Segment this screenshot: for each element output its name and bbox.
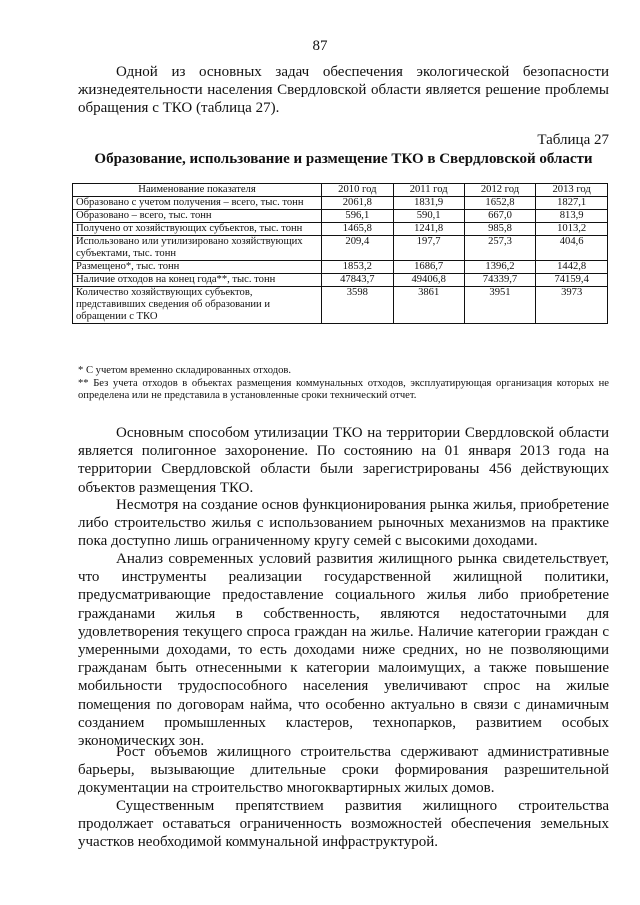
body-paragraph: Рост объемов жилищного строительства сдерживают административные барьеры, вызывающие длительные сроки формирования разрешительной документации на строительство многоквартирных жилых домов. bbox=[78, 744, 609, 797]
header-cell: 2013 год bbox=[536, 184, 608, 197]
value-cell: 197,7 bbox=[393, 236, 464, 261]
value-cell: 596,1 bbox=[322, 210, 394, 223]
value-cell: 209,4 bbox=[322, 236, 394, 261]
value-cell: 1652,8 bbox=[464, 197, 536, 210]
value-cell: 813,9 bbox=[536, 210, 608, 223]
value-cell: 1831,9 bbox=[393, 197, 464, 210]
value-cell: 1827,1 bbox=[536, 197, 608, 210]
value-cell: 49406,8 bbox=[393, 274, 464, 287]
row-label: Количество хозяйствующих субъектов, представивших сведения об образовании и обращении с ТКО bbox=[73, 287, 322, 324]
intro-paragraph: Одной из основных задач обеспечения экологической безопасности жизнедеятельности населения Свердловской области является решение проблемы обращения с ТКО (таблица 27). bbox=[78, 64, 609, 117]
value-cell: 3951 bbox=[464, 287, 536, 324]
value-cell: 257,3 bbox=[464, 236, 536, 261]
table-row bbox=[73, 274, 608, 287]
row-label: Размещено*, тыс. тонн bbox=[73, 261, 322, 274]
value-cell: 985,8 bbox=[464, 223, 536, 236]
value-cell: 1686,7 bbox=[393, 261, 464, 274]
table-row bbox=[73, 197, 608, 210]
value-cell: 667,0 bbox=[464, 210, 536, 223]
value-cell: 1465,8 bbox=[322, 223, 394, 236]
table-row bbox=[73, 223, 608, 236]
value-cell: 1853,2 bbox=[322, 261, 394, 274]
footnote: ** Без учета отходов в объектах размещения коммунальных отходов, эксплуатирующая организация которых не определена или не представила в установленные сроки технический отчет. bbox=[78, 377, 609, 401]
table-label: Таблица 27 bbox=[537, 132, 609, 148]
table-footnotes bbox=[78, 365, 609, 403]
body-paragraph: Несмотря на создание основ функционирования рынка жилья, приобретение либо строительство жилья с использованием рыночных механизмов на практике пока доступно лишь ограниченному кругу семей с высокими доходами. bbox=[78, 497, 609, 550]
value-cell: 1241,8 bbox=[393, 223, 464, 236]
body-paragraph: Основным способом утилизации ТКО на территории Свердловской области является полигонное захоронение. По состоянию на 01 января 2013 года на территории Свердловской области были зарегистрированы 456 действующих объектов размещения ТКО. bbox=[78, 425, 609, 496]
value-cell: 3598 bbox=[322, 287, 394, 324]
row-label: Образовано с учетом получения – всего, тыс. тонн bbox=[73, 197, 322, 210]
page-number: 87 bbox=[312, 38, 328, 54]
value-cell: 74159,4 bbox=[536, 274, 608, 287]
row-label: Образовано – всего, тыс. тонн bbox=[73, 210, 322, 223]
value-cell: 1442,8 bbox=[536, 261, 608, 274]
data-table bbox=[72, 183, 608, 324]
header-cell: Наименование показателя bbox=[73, 184, 322, 197]
footnote: * С учетом временно складированных отходов. bbox=[78, 365, 292, 376]
value-cell: 47843,7 bbox=[322, 274, 394, 287]
table-title: Образование, использование и размещение ТКО в Свердловской области bbox=[94, 151, 593, 167]
header-cell: 2012 год bbox=[464, 184, 536, 197]
row-label: Получено от хозяйствующих субъектов, тыс. тонн bbox=[73, 223, 322, 236]
table-row bbox=[73, 261, 608, 274]
body-paragraph: Анализ современных условий развития жилищного рынка свидетельствует, что инструменты реализации государственной жилищной политики, предусматривающие предоставление социального жилья либо приобретение гражданами жилья в собственность, являются недостаточными для удовлетворения текущего спроса граждан на жилье. Наличие категории граждан с умеренными доходами, то есть доходами ниже средних, но не позволяющими гражданам быть отнесенными к категории малоимущих, а также повышение мобильности трудоспособного населения увеличивают спрос на жилые помещения по договорам найма, что особенно актуально в связи с динамичным созданием промышленных кластеров, технопарков, развитием особых экономических зон. bbox=[78, 551, 609, 750]
body-paragraph: Существенным препятствием развития жилищного строительства продолжает оставаться ограниченность возможностей обеспечения земельных участков необходимой коммунальной инфраструктурой. bbox=[78, 798, 609, 851]
table-row bbox=[73, 287, 608, 324]
header-cell: 2010 год bbox=[322, 184, 394, 197]
value-cell: 1013,2 bbox=[536, 223, 608, 236]
header-cell: 2011 год bbox=[393, 184, 464, 197]
table-row bbox=[73, 236, 608, 261]
row-label: Использовано или утилизировано хозяйствующих субъектами, тыс. тонн bbox=[73, 236, 322, 261]
value-cell: 1396,2 bbox=[464, 261, 536, 274]
table-row bbox=[73, 210, 608, 223]
value-cell: 3861 bbox=[393, 287, 464, 324]
row-label: Наличие отходов на конец года**, тыс. тонн bbox=[73, 274, 322, 287]
table-header-row bbox=[73, 184, 608, 197]
value-cell: 2061,8 bbox=[322, 197, 394, 210]
value-cell: 3973 bbox=[536, 287, 608, 324]
value-cell: 74339,7 bbox=[464, 274, 536, 287]
value-cell: 590,1 bbox=[393, 210, 464, 223]
value-cell: 404,6 bbox=[536, 236, 608, 261]
